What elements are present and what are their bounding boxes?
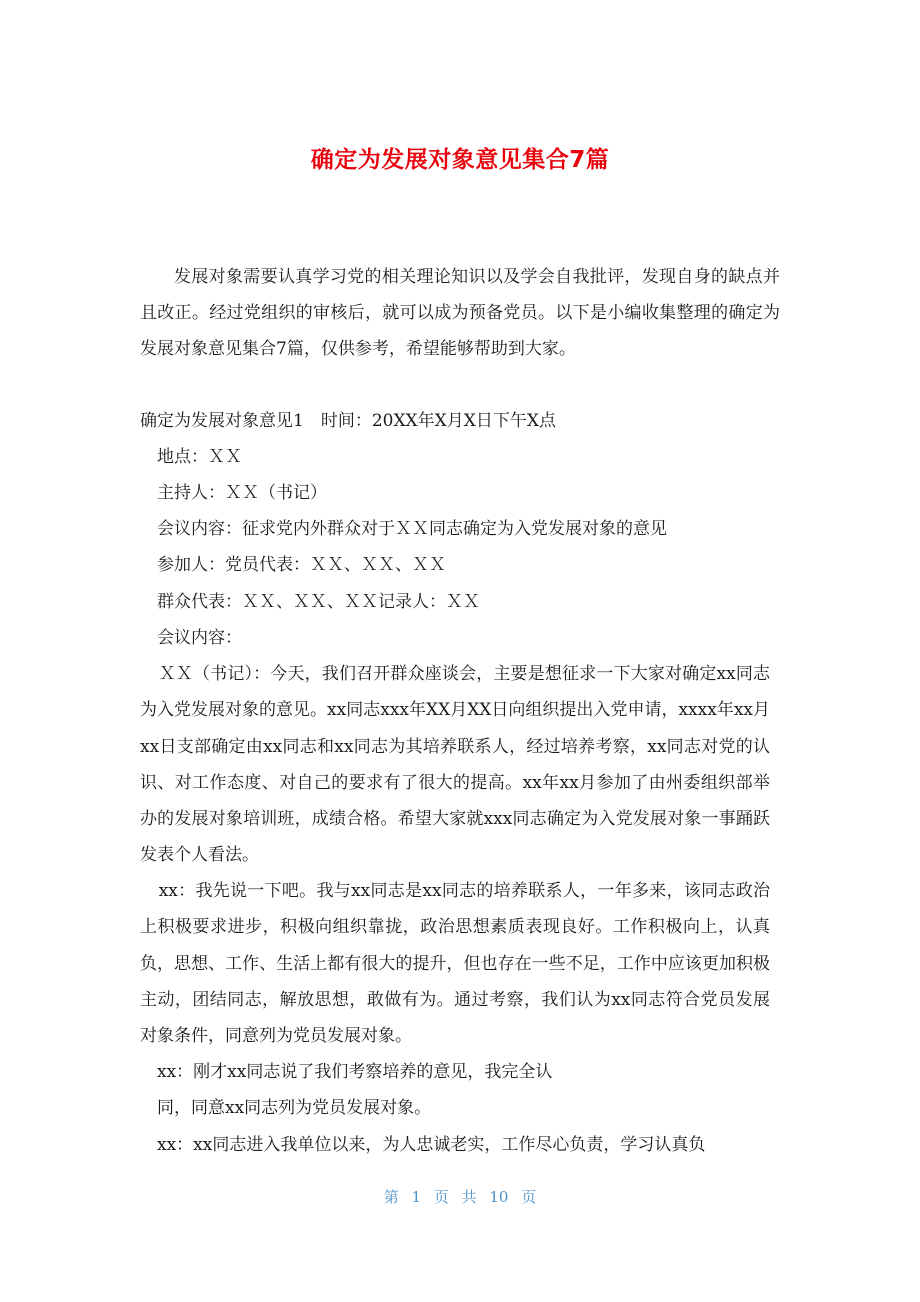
speech-unit: xx：xx同志进入我单位以来，为人忠诚老实，工作尽心负责，学习认真负 xyxy=(157,1135,706,1155)
speech-contact-person-text: xx：我先说一下吧。我与xx同志是xx同志的培养联系人，一年多来，该同志政治上积极要求进步，积极向组织靠拢，政治思想素质表现良好。工作积极向上，认真负，思想、工作、生活上都有很大的提升，但也存在一些不足，工作中应该更加积极主动，团结同志，解放思想，敢做有为。通过考察，我们认为xx同志符合党员发展对象条件，同意列为党员发展对象。 xyxy=(140,881,770,1047)
document-title: 确定为发展对象意见集合7篇 xyxy=(310,147,610,173)
speech-secretary-text: ＸＸ（书记）：今天，我们召开群众座谈会，主要是想征求一下大家对确定xx同志为入党发展对象的意见。xx同志xxx年XX月XX日向组织提出入党申请，xxxx年xx月xx日支部确定由xx同志和xx同志为其培养联系人，经过培养考察，xx同志对党的认识、对工作态度、对自己的要求有了很大的提高。xx年xx月参加了由州委组织部举办的发展对象培训班，成绩合格。希望大家就xxx同志确定为入党发展对象一事踊跃发表个人看法。 xyxy=(140,664,770,866)
meeting-location: 地点：ＸＸ xyxy=(157,447,242,467)
speech-agree-line1: xx：刚才xx同志说了我们考察培养的意见，我完全认 xyxy=(157,1062,553,1082)
masses-representatives: 群众代表：ＸＸ、ＸＸ、ＸＸ记录人：ＸＸ xyxy=(157,592,480,612)
content-label: 会议内容： xyxy=(157,628,242,648)
intro-paragraph xyxy=(140,259,780,367)
section-heading: 确定为发展对象意见1 时间：20XX年X月X日下午X点 xyxy=(140,411,556,431)
page-number: 第 1 页 共 10 页 xyxy=(383,1188,537,1206)
intro-text: 发展对象需要认真学习党的相关理论知识以及学会自我批评，发现自身的缺点并且改正。经过党组织的审核后，就可以成为预备党员。以下是小编收集整理的确定为发展对象意见集合7篇，仅供参考，希望能够帮助到大家。 xyxy=(140,267,780,359)
meeting-participants: 参加人：党员代表：ＸＸ、ＸＸ、ＸＸ xyxy=(157,555,446,575)
meeting-host: 主持人：ＸＸ（书记） xyxy=(157,483,327,503)
speech-contact-person xyxy=(140,873,770,1054)
speech-secretary xyxy=(140,656,770,874)
meeting-agenda: 会议内容：征求党内外群众对于ＸＸ同志确定为入党发展对象的意见 xyxy=(157,519,667,539)
speech-agree-line2: 同，同意xx同志列为党员发展对象。 xyxy=(157,1098,432,1118)
